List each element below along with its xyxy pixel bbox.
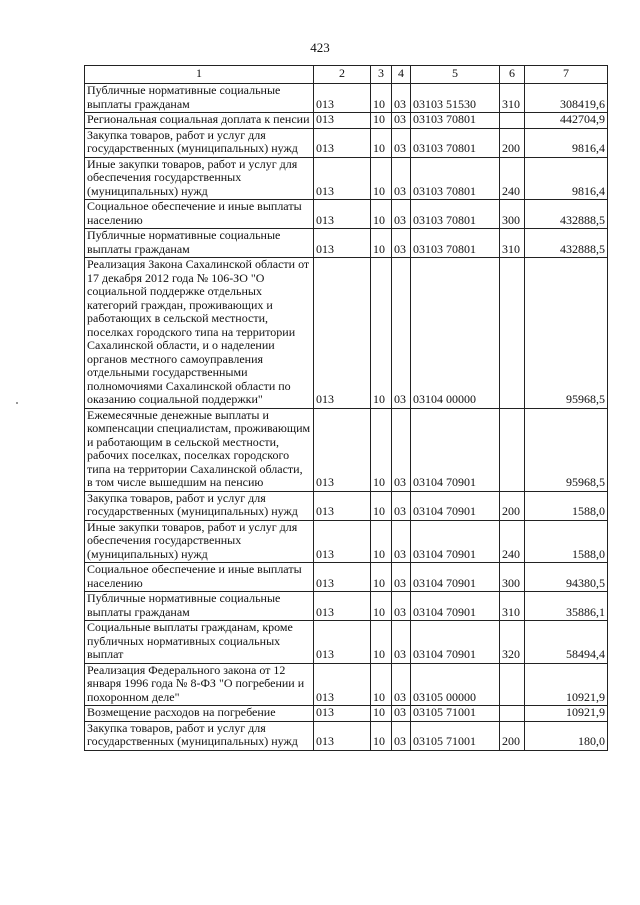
row-expense-type: 300 (500, 200, 525, 229)
row-section-code: 10 (371, 563, 392, 592)
table-row (85, 592, 608, 621)
row-section-code: 10 (371, 258, 392, 409)
row-subsection-code: 03 (392, 491, 411, 520)
row-expense-type: 200 (500, 721, 525, 750)
row-subsection-code: 03 (392, 520, 411, 563)
row-subsection-code: 03 (392, 721, 411, 750)
row-subsection-code: 03 (392, 229, 411, 258)
row-target-article: 03104 70901 (411, 491, 500, 520)
row-department-code: 013 (314, 621, 371, 664)
row-section-code: 10 (371, 128, 392, 157)
row-name: Иные закупки товаров, работ и услуг для обеспечения государственных (муниципальных) нужд (85, 520, 314, 563)
row-expense-type: 300 (500, 563, 525, 592)
row-section-code: 10 (371, 113, 392, 129)
table-row (85, 200, 608, 229)
row-amount: 1588,0 (525, 520, 608, 563)
table-row (85, 663, 608, 706)
table-row (85, 128, 608, 157)
row-target-article: 03104 70901 (411, 563, 500, 592)
row-expense-type (500, 258, 525, 409)
row-section-code: 10 (371, 408, 392, 491)
row-subsection-code: 03 (392, 157, 411, 200)
row-target-article: 03103 51530 (411, 84, 500, 113)
row-amount: 442704,9 (525, 113, 608, 129)
row-section-code: 10 (371, 491, 392, 520)
table-row (85, 621, 608, 664)
table-row (85, 721, 608, 750)
row-subsection-code: 03 (392, 408, 411, 491)
column-header: 7 (525, 66, 608, 84)
row-target-article: 03105 00000 (411, 663, 500, 706)
row-subsection-code: 03 (392, 84, 411, 113)
column-header: 4 (392, 66, 411, 84)
row-department-code: 013 (314, 200, 371, 229)
row-section-code: 10 (371, 157, 392, 200)
row-expense-type: 240 (500, 520, 525, 563)
row-name: Региональная социальная доплата к пенсии (85, 113, 314, 129)
row-subsection-code: 03 (392, 113, 411, 129)
row-target-article: 03103 70801 (411, 229, 500, 258)
row-department-code: 013 (314, 663, 371, 706)
row-amount: 10921,9 (525, 663, 608, 706)
page-number: 423 (310, 40, 330, 55)
row-expense-type: 240 (500, 157, 525, 200)
header-row (85, 66, 608, 84)
row-section-code: 10 (371, 84, 392, 113)
row-department-code: 013 (314, 721, 371, 750)
row-name: Ежемесячные денежные выплаты и компенсации специалистам, проживающим и работающим в сельской местности, рабочих поселках, поселках городского типа на территории Сахалинской области, в том числе вышедшим на пенсию (85, 408, 314, 491)
row-target-article: 03103 70801 (411, 200, 500, 229)
row-section-code: 10 (371, 621, 392, 664)
row-target-article: 03104 70901 (411, 520, 500, 563)
row-section-code: 10 (371, 663, 392, 706)
table-row (85, 229, 608, 258)
row-name: Публичные нормативные социальные выплаты гражданам (85, 229, 314, 258)
row-expense-type (500, 408, 525, 491)
row-name: Возмещение расходов на погребение (85, 706, 314, 722)
row-expense-type: 200 (500, 491, 525, 520)
row-expense-type: 310 (500, 84, 525, 113)
table-row (85, 563, 608, 592)
table-body (85, 84, 608, 751)
row-amount: 308419,6 (525, 84, 608, 113)
row-subsection-code: 03 (392, 128, 411, 157)
table-row (85, 408, 608, 491)
scan-mark (16, 402, 18, 404)
row-amount: 58494,4 (525, 621, 608, 664)
row-section-code: 10 (371, 200, 392, 229)
row-target-article: 03104 70901 (411, 408, 500, 491)
row-target-article: 03104 00000 (411, 258, 500, 409)
row-name: Социальное обеспечение и иные выплаты населению (85, 563, 314, 592)
table-row (85, 520, 608, 563)
row-name: Публичные нормативные социальные выплаты гражданам (85, 592, 314, 621)
row-amount: 1588,0 (525, 491, 608, 520)
row-name: Реализация Закона Сахалинской области от 17 декабря 2012 года № 106-ЗО "О социальной поддержке отдельных категорий граждан, проживающих и работающих в сельской местности, поселках городского типа на территории Сахалинской области, и о наделении органов местного самоуправления отдельными государственными полномочиями Сахалинской области по оказанию социальной поддержки" (85, 258, 314, 409)
row-expense-type: 310 (500, 592, 525, 621)
row-department-code: 013 (314, 128, 371, 157)
row-target-article: 03105 71001 (411, 706, 500, 722)
row-target-article: 03103 70801 (411, 113, 500, 129)
row-expense-type (500, 113, 525, 129)
column-header: 3 (371, 66, 392, 84)
row-section-code: 10 (371, 721, 392, 750)
row-subsection-code: 03 (392, 200, 411, 229)
row-amount: 9816,4 (525, 128, 608, 157)
table-row (85, 84, 608, 113)
row-department-code: 013 (314, 258, 371, 409)
row-name: Закупка товаров, работ и услуг для государственных (муниципальных) нужд (85, 721, 314, 750)
row-section-code: 10 (371, 229, 392, 258)
row-target-article: 03103 70801 (411, 157, 500, 200)
row-subsection-code: 03 (392, 621, 411, 664)
table-row (85, 491, 608, 520)
row-amount: 432888,5 (525, 200, 608, 229)
row-name: Публичные нормативные социальные выплаты гражданам (85, 84, 314, 113)
row-expense-type (500, 663, 525, 706)
row-department-code: 013 (314, 229, 371, 258)
row-section-code: 10 (371, 706, 392, 722)
row-expense-type: 200 (500, 128, 525, 157)
row-name: Социальные выплаты гражданам, кроме публичных нормативных социальных выплат (85, 621, 314, 664)
row-target-article: 03103 70801 (411, 128, 500, 157)
row-target-article: 03104 70901 (411, 592, 500, 621)
row-amount: 94380,5 (525, 563, 608, 592)
row-subsection-code: 03 (392, 663, 411, 706)
table-row (85, 157, 608, 200)
row-subsection-code: 03 (392, 706, 411, 722)
row-name: Закупка товаров, работ и услуг для государственных (муниципальных) нужд (85, 128, 314, 157)
row-target-article: 03105 71001 (411, 721, 500, 750)
row-subsection-code: 03 (392, 563, 411, 592)
row-name: Закупка товаров, работ и услуг для государственных (муниципальных) нужд (85, 491, 314, 520)
row-department-code: 013 (314, 592, 371, 621)
row-amount: 95968,5 (525, 408, 608, 491)
table-row (85, 258, 608, 409)
table-row (85, 113, 608, 129)
row-amount: 432888,5 (525, 229, 608, 258)
row-expense-type (500, 706, 525, 722)
row-target-article: 03104 70901 (411, 621, 500, 664)
column-header: 6 (500, 66, 525, 84)
row-subsection-code: 03 (392, 258, 411, 409)
row-expense-type: 310 (500, 229, 525, 258)
column-header: 2 (314, 66, 371, 84)
row-section-code: 10 (371, 592, 392, 621)
budget-table (84, 65, 608, 751)
row-department-code: 013 (314, 84, 371, 113)
row-subsection-code: 03 (392, 592, 411, 621)
row-name: Реализация Федерального закона от 12 января 1996 года № 8-ФЗ "О погребении и похоронном деле" (85, 663, 314, 706)
table-row (85, 706, 608, 722)
column-header: 1 (85, 66, 314, 84)
row-amount: 95968,5 (525, 258, 608, 409)
row-amount: 10921,9 (525, 706, 608, 722)
row-department-code: 013 (314, 563, 371, 592)
row-amount: 180,0 (525, 721, 608, 750)
row-department-code: 013 (314, 113, 371, 129)
row-department-code: 013 (314, 491, 371, 520)
column-header: 5 (411, 66, 500, 84)
row-section-code: 10 (371, 520, 392, 563)
row-amount: 35886,1 (525, 592, 608, 621)
row-department-code: 013 (314, 706, 371, 722)
row-department-code: 013 (314, 157, 371, 200)
row-department-code: 013 (314, 408, 371, 491)
row-amount: 9816,4 (525, 157, 608, 200)
row-expense-type: 320 (500, 621, 525, 664)
row-name: Социальное обеспечение и иные выплаты населению (85, 200, 314, 229)
row-department-code: 013 (314, 520, 371, 563)
row-name: Иные закупки товаров, работ и услуг для обеспечения государственных (муниципальных) нужд (85, 157, 314, 200)
